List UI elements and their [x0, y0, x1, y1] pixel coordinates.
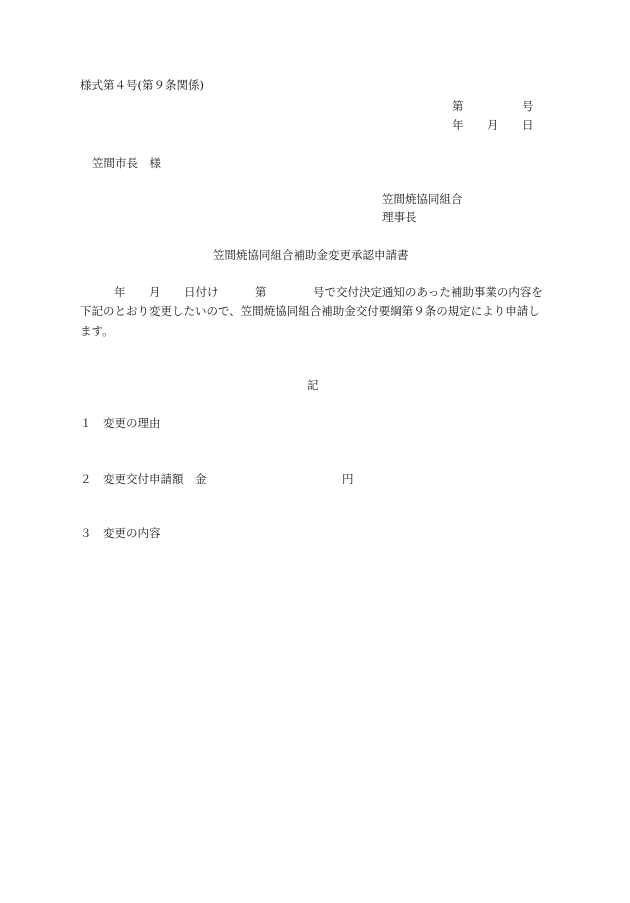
date-month: 月 [487, 118, 499, 132]
date-year: 年 [452, 118, 464, 132]
item-2-label: 変更交付申請額 金 [103, 472, 207, 486]
addressee: 笠間市長 様 [92, 156, 161, 170]
ki-heading: 記 [307, 378, 319, 392]
body-line2: 下記のとおり変更したいので、笠間焼協同組合補助金交付要綱第９条の規定により申請し [80, 304, 540, 318]
body-year: 年 [114, 285, 126, 299]
item-3-number: ３ [80, 526, 92, 540]
date-day: 日 [522, 118, 534, 132]
applicant-organization: 笠間焼協同組合 [382, 192, 463, 206]
body-dai: 第 [255, 285, 267, 299]
item-3-label: 変更の内容 [103, 526, 161, 540]
document-title: 笠間焼協同組合補助金変更承認申請書 [213, 248, 409, 262]
form-number: 様式第４号(第９条関係) [80, 78, 204, 92]
body-day: 日付け [184, 285, 219, 299]
item-1-number: １ [80, 416, 92, 430]
item-2-unit: 円 [342, 472, 354, 486]
doc-number-prefix: 第 [452, 99, 464, 113]
doc-number-suffix: 号 [522, 99, 534, 113]
item-2-number: ２ [80, 472, 92, 486]
body-line3: ます。 [80, 324, 114, 338]
body-month: 月 [149, 285, 161, 299]
body-line1-rest: 号で交付決定通知のあった補助事業の内容を [313, 285, 543, 299]
applicant-title: 理事長 [382, 210, 417, 224]
item-1-label: 変更の理由 [103, 416, 161, 430]
